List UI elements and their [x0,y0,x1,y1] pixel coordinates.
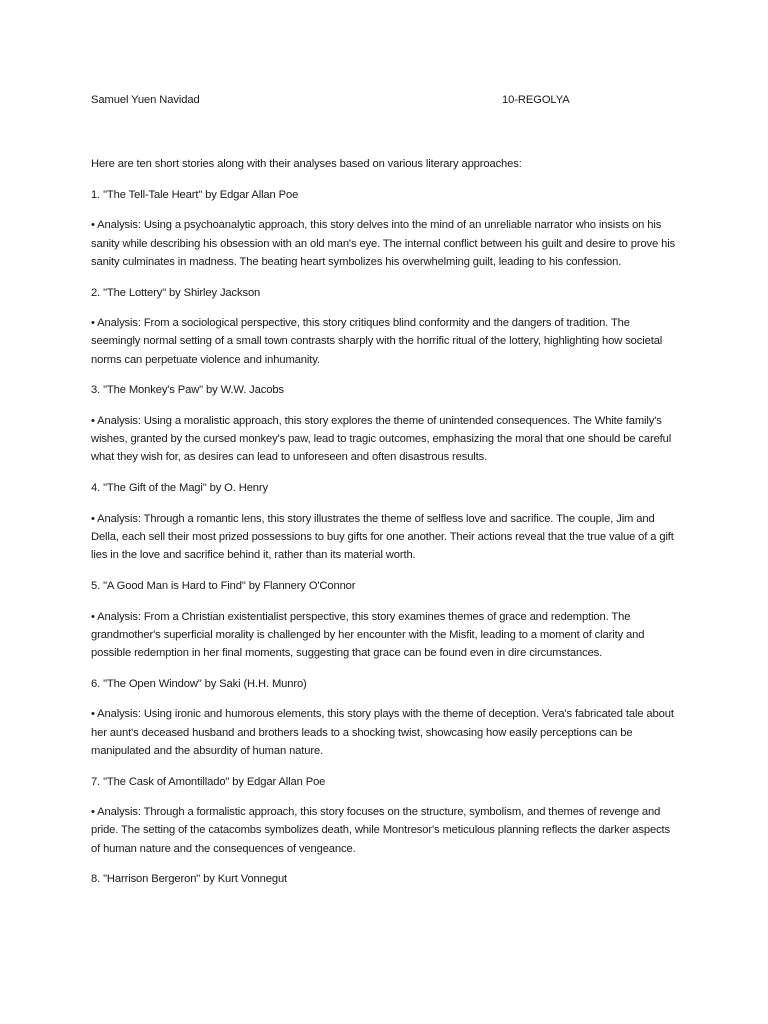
story-analysis-6: • Analysis: Using ironic and humorous elements, this story plays with the theme of deception. Vera's fabricated tale about her aunt's deceased husband and brothers leads to a shocking twist, showcasing how easily perceptions can be manipulated and the absurdity of human nature. [91,708,674,757]
intro-paragraph: Here are ten short stories along with their analyses based on various literary approaches: [91,158,522,170]
story-title-3: 3. "The Monkey's Paw" by W.W. Jacobs [91,384,284,397]
story-analysis-4: • Analysis: Through a romantic lens, this story illustrates the theme of selfless love and sacrifice. The couple, Jim and Della, each sell their most prized possessions to buy gifts for one another. Their actions reveal that the true value of a gift lies in the love and sacrifice behind it, rather than its material worth. [91,512,674,562]
document-header [91,94,651,110]
story-title-2: 2. "The Lottery" by Shirley Jackson [91,286,261,299]
story-title-4: 4. "The Gift of the Magi" by O. Henry [91,482,268,495]
story-analysis-7: • Analysis: Through a formalistic approach, this story focuses on the structure, symbolism, and themes of revenge and pride. The setting of the catacombs symbolizes death, while Montresor's meticulous planning reflects the darker aspects of human nature and the consequences of vengeance. [91,806,671,855]
story-title-5: 5. "A Good Man is Hard to Find" by Flannery O'Connor [91,579,356,592]
story-analysis-5: • Analysis: From a Christian existentialist perspective, this story examines themes of grace and redemption. The grandmother's superficial morality is challenged by her encounter with the Misfit, leading to a moment of clarity and possible redemption in her final moments, suggesting that grace can be found even in dire circumstances. [91,610,645,660]
story-title-7: 7. "The Cask of Amontillado" by Edgar Allan Poe [91,775,326,788]
author-name: Samuel Yuen Navidad [91,94,200,106]
class-section: 10-REGOLYA [502,94,570,106]
story-title-6: 6. "The Open Window" by Saki (H.H. Munro) [91,677,307,690]
story-title-1: 1. "The Tell-Tale Heart" by Edgar Allan Poe [91,188,299,201]
story-title-8: 8. "Harrison Bergeron" by Kurt Vonnegut [91,873,288,886]
story-analysis-1: • Analysis: Using a psychoanalytic approach, this story delves into the mind of an unreliable narrator who insists on his sanity while describing his obsession with an old man's eye. The internal conflict between his guilt and desire to prove his sanity culminates in madness. The beating heart symbolizes his overwhelming guilt, leading to his confession. [91,219,676,268]
document-body [91,155,679,901]
story-analysis-3: • Analysis: Using a moralistic approach, this story explores the theme of unintended consequences. The White family's wishes, granted by the cursed monkey's paw, lead to tragic outcomes, emphasizing the moral that one should be careful what they wish for, as desires can lead to unforeseen and often disastrous results. [91,415,672,464]
story-analysis-2: • Analysis: From a sociological perspective, this story critiques blind conformity and the dangers of tradition. The seemingly normal setting of a small town contrasts sharply with the horrific ritual of the lottery, highlighting how societal norms can perpetuate violence and inhumanity. [91,317,663,366]
